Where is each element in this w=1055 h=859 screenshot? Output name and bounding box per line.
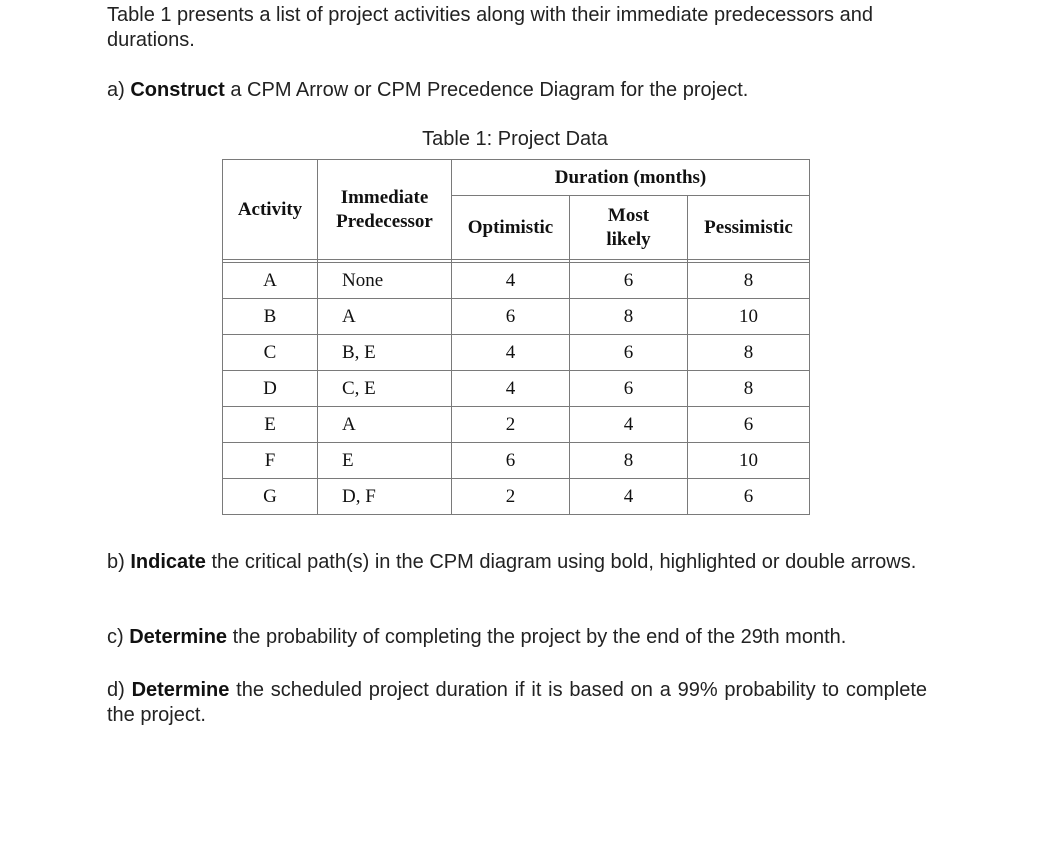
- cell-predecessor: None: [318, 263, 452, 299]
- project-data-table: [222, 159, 810, 515]
- header-optimistic: Optimistic: [452, 196, 570, 260]
- header-pessimistic: Pessimistic: [688, 196, 810, 260]
- table-row: [223, 335, 810, 371]
- cell-activity: F: [223, 443, 318, 479]
- cell-activity: C: [223, 335, 318, 371]
- cell-activity: G: [223, 479, 318, 515]
- cell-optimistic: 4: [452, 335, 570, 371]
- cell-activity: E: [223, 407, 318, 443]
- question-b-text: the critical path(s) in the CPM diagram using bold, highlighted or double arrows.: [205, 551, 917, 573]
- intro-text: Table 1 presents a list of project activities along with their immediate predecessors and durations.: [107, 4, 873, 51]
- table-caption: Table 1: Project Data: [422, 128, 608, 150]
- cell-predecessor: A: [318, 299, 452, 335]
- cell-optimistic: 2: [452, 479, 570, 515]
- cell-activity: B: [223, 299, 318, 335]
- cell-optimistic: 2: [452, 407, 570, 443]
- header-predecessor: [318, 160, 452, 260]
- question-c: [107, 625, 927, 650]
- cell-activity: A: [223, 263, 318, 299]
- intro-paragraph: [107, 3, 927, 53]
- table-row: [223, 443, 810, 479]
- table-row: [223, 479, 810, 515]
- header-most-likely-line1: Most: [607, 204, 650, 226]
- cell-pessimistic: 6: [688, 407, 810, 443]
- cell-optimistic: 6: [452, 299, 570, 335]
- cell-most-likely: 6: [570, 371, 688, 407]
- question-b-verb: Indicate: [130, 551, 206, 573]
- cell-pessimistic: 10: [688, 443, 810, 479]
- question-d-text: the scheduled project duration if it is based on a 99% probability to complete the project.: [107, 679, 927, 726]
- header-duration-group: Duration (months): [452, 160, 810, 196]
- cell-most-likely: 6: [570, 263, 688, 299]
- header-activity: Activity: [223, 160, 318, 260]
- cell-pessimistic: 6: [688, 479, 810, 515]
- cell-predecessor: D, F: [318, 479, 452, 515]
- question-b-prefix: b): [107, 551, 131, 573]
- table-row: [223, 299, 810, 335]
- cell-predecessor: B, E: [318, 335, 452, 371]
- cell-most-likely: 6: [570, 335, 688, 371]
- cell-predecessor: A: [318, 407, 452, 443]
- cell-optimistic: 4: [452, 263, 570, 299]
- question-d-prefix: d): [107, 679, 132, 701]
- question-c-verb: Determine: [129, 626, 228, 648]
- question-c-prefix: c): [107, 626, 130, 648]
- cell-pessimistic: 8: [688, 335, 810, 371]
- cell-pessimistic: 8: [688, 371, 810, 407]
- cell-optimistic: 4: [452, 371, 570, 407]
- table-row: [223, 371, 810, 407]
- question-b: [107, 550, 927, 575]
- cell-pessimistic: 8: [688, 263, 810, 299]
- question-d-verb: Determine: [131, 679, 230, 701]
- cell-most-likely: 8: [570, 299, 688, 335]
- question-a-text: a CPM Arrow or CPM Precedence Diagram for the project.: [224, 79, 749, 101]
- header-predecessor-line1: Immediate: [340, 186, 429, 208]
- cell-pessimistic: 10: [688, 299, 810, 335]
- table-row: [223, 407, 810, 443]
- question-a-verb: Construct: [130, 79, 225, 101]
- cell-most-likely: 8: [570, 443, 688, 479]
- header-predecessor-line2: Predecessor: [336, 210, 433, 232]
- cell-activity: D: [223, 371, 318, 407]
- cell-optimistic: 6: [452, 443, 570, 479]
- cell-most-likely: 4: [570, 407, 688, 443]
- question-d: [107, 678, 927, 728]
- cell-most-likely: 4: [570, 479, 688, 515]
- header-most-likely-line2: likely: [606, 228, 651, 250]
- question-a-prefix: a): [107, 79, 131, 101]
- header-most-likely: [570, 196, 688, 260]
- question-a: [107, 78, 927, 103]
- cell-predecessor: C, E: [318, 371, 452, 407]
- table-row: [223, 263, 810, 299]
- cell-predecessor: E: [318, 443, 452, 479]
- question-c-text: the probability of completing the project by the end of the 29th month.: [227, 626, 847, 648]
